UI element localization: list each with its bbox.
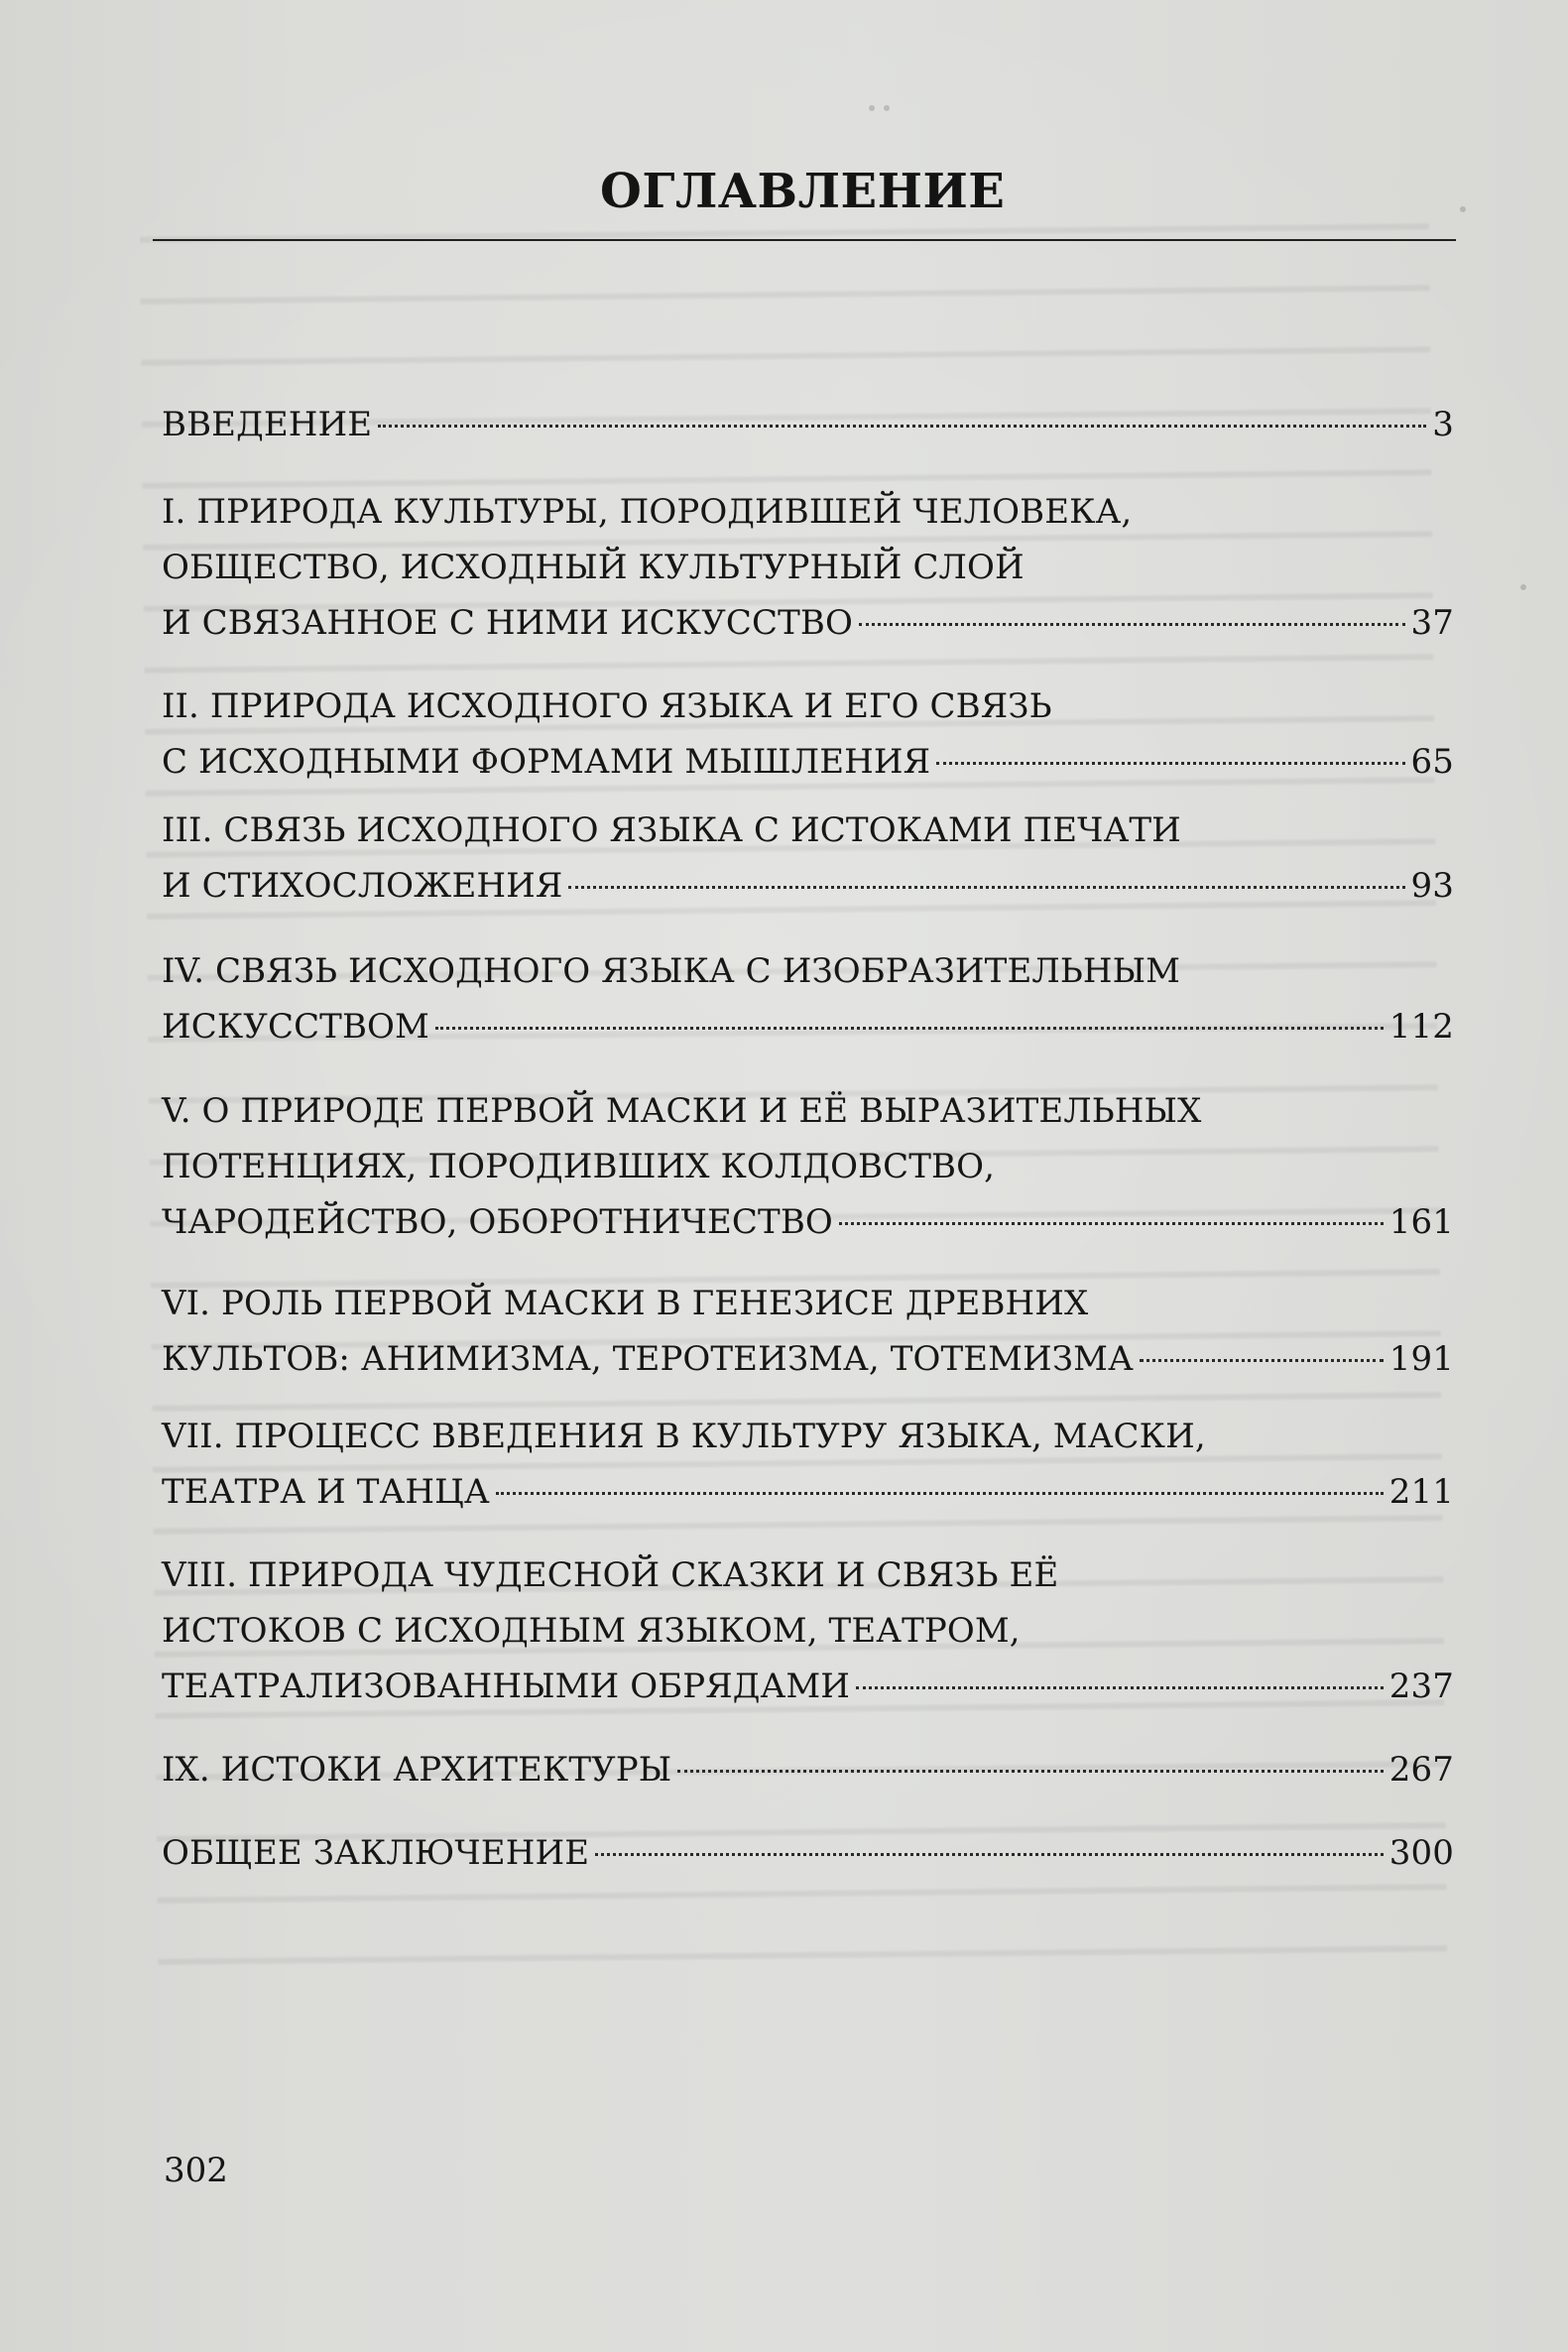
show-through-mark <box>1520 584 1526 590</box>
toc-final-line <box>162 1742 1454 1797</box>
dot-leader <box>856 1686 1384 1689</box>
toc-entry-text: И СВЯЗАННОЕ С НИМИ ИСКУССТВО <box>162 603 853 643</box>
toc-entry-text: IV. СВЯЗЬ ИСХОДНОГО ЯЗЫКА С ИЗОБРАЗИТЕЛЬНЫМ <box>162 951 1181 991</box>
page-number-ref: 211 <box>1388 1472 1454 1512</box>
page-number-ref: 93 <box>1410 866 1454 906</box>
dot-leader <box>378 425 1426 428</box>
page-number-ref: 37 <box>1410 603 1454 643</box>
toc-entry-text: ПОТЕНЦИЯХ, ПОРОДИВШИХ КОЛДОВСТВО, <box>162 1147 995 1186</box>
toc-entry-text: ОБЩЕЕ ЗАКЛЮЧЕНИЕ <box>162 1833 590 1873</box>
toc-entry-text: VI. РОЛЬ ПЕРВОЙ МАСКИ В ГЕНЕЗИСЕ ДРЕВНИХ <box>162 1284 1089 1323</box>
page-number-ref: 237 <box>1388 1667 1454 1706</box>
show-through-mark <box>884 105 890 111</box>
dot-leader <box>859 623 1405 626</box>
toc-entry-chapter-5 <box>162 1083 1454 1250</box>
toc-entry-chapter-4 <box>162 943 1454 1054</box>
dot-leader <box>496 1492 1384 1495</box>
toc-entry-text: КУЛЬТОВ: АНИМИЗМА, ТЕРОТЕИЗМА, ТОТЕМИЗМА <box>162 1339 1134 1379</box>
toc-entry-chapter-6 <box>162 1276 1454 1387</box>
toc-final-line <box>162 1331 1454 1387</box>
toc-entry-text: С ИСХОДНЫМИ ФОРМАМИ МЫШЛЕНИЯ <box>162 742 931 782</box>
toc-entry-introduction <box>162 397 1454 452</box>
dot-leader <box>595 1853 1384 1856</box>
dot-leader <box>568 886 1404 889</box>
toc-entry-text: VII. ПРОЦЕСС ВВЕДЕНИЯ В КУЛЬТУРУ ЯЗЫКА, МАСКИ, <box>162 1417 1206 1456</box>
page-number-ref: 300 <box>1388 1833 1454 1873</box>
dot-leader <box>839 1222 1384 1225</box>
show-through-mark <box>1460 206 1466 212</box>
page-number-ref: 3 <box>1432 405 1454 444</box>
toc-entry-chapter-2 <box>162 679 1454 790</box>
toc-entry-text: ЧАРОДЕЙСТВО, ОБОРОТНИЧЕСТВО <box>162 1202 833 1242</box>
toc-final-line <box>162 734 1454 790</box>
toc-final-line <box>162 1659 1454 1714</box>
toc-final-line <box>162 397 1454 452</box>
toc-entry-text: И СТИХОСЛОЖЕНИЯ <box>162 866 563 906</box>
toc-entry-text: III. СВЯЗЬ ИСХОДНОГО ЯЗЫКА С ИСТОКАМИ ПЕЧАТИ <box>162 810 1181 850</box>
toc-entry-text: IX. ИСТОКИ АРХИТЕКТУРЫ <box>162 1750 672 1790</box>
page-title: ОГЛАВЛЕНИЕ <box>600 164 1006 219</box>
toc-entry-chapter-7 <box>162 1409 1454 1520</box>
toc-entry-text: I. ПРИРОДА КУЛЬТУРЫ, ПОРОДИВШЕЙ ЧЕЛОВЕКА, <box>162 492 1133 532</box>
toc-final-line <box>162 1464 1454 1520</box>
page-folio: 302 <box>164 2151 228 2190</box>
toc-final-line <box>162 858 1454 914</box>
dot-leader <box>1140 1359 1384 1362</box>
toc-entry-chapter-1 <box>162 484 1454 651</box>
toc-entry-text: ИСТОКОВ С ИСХОДНЫМ ЯЗЫКОМ, ТЕАТРОМ, <box>162 1611 1021 1651</box>
toc-entry-chapter-9 <box>162 1742 1454 1797</box>
toc-entry-text: ВВЕДЕНИЕ <box>162 405 373 444</box>
toc-entry-text: ТЕАТРАЛИЗОВАННЫМИ ОБРЯДАМИ <box>162 1667 851 1706</box>
toc-final-line <box>162 1194 1454 1250</box>
page-number-ref: 267 <box>1388 1750 1454 1790</box>
toc-entry-text: ТЕАТРА И ТАНЦА <box>162 1472 490 1512</box>
toc-entry-text: V. О ПРИРОДЕ ПЕРВОЙ МАСКИ И ЕЁ ВЫРАЗИТЕЛЬНЫХ <box>162 1091 1202 1131</box>
page-number-ref: 161 <box>1388 1202 1454 1242</box>
toc-entry-chapter-3 <box>162 803 1454 914</box>
dot-leader <box>435 1027 1384 1030</box>
dot-leader <box>936 762 1404 765</box>
toc-final-line <box>162 1825 1454 1881</box>
toc-entry-text: ОБЩЕСТВО, ИСХОДНЫЙ КУЛЬТУРНЫЙ СЛОЙ <box>162 548 1025 587</box>
page-number-ref: 191 <box>1388 1339 1454 1379</box>
toc-entry-conclusion <box>162 1825 1454 1881</box>
toc-entry-text: II. ПРИРОДА ИСХОДНОГО ЯЗЫКА И ЕГО СВЯЗЬ <box>162 686 1052 726</box>
show-through-mark <box>869 105 875 111</box>
toc-entry-text: VIII. ПРИРОДА ЧУДЕСНОЙ СКАЗКИ И СВЯЗЬ ЕЁ <box>162 1555 1059 1595</box>
page-number-ref: 65 <box>1410 742 1454 782</box>
page-number-ref: 112 <box>1388 1007 1454 1047</box>
toc-final-line <box>162 999 1454 1054</box>
toc-entry-text: ИСКУССТВОМ <box>162 1007 429 1047</box>
toc-final-line <box>162 595 1454 651</box>
title-rule <box>153 239 1456 241</box>
dot-leader <box>677 1770 1383 1773</box>
toc-entry-chapter-8 <box>162 1547 1454 1714</box>
